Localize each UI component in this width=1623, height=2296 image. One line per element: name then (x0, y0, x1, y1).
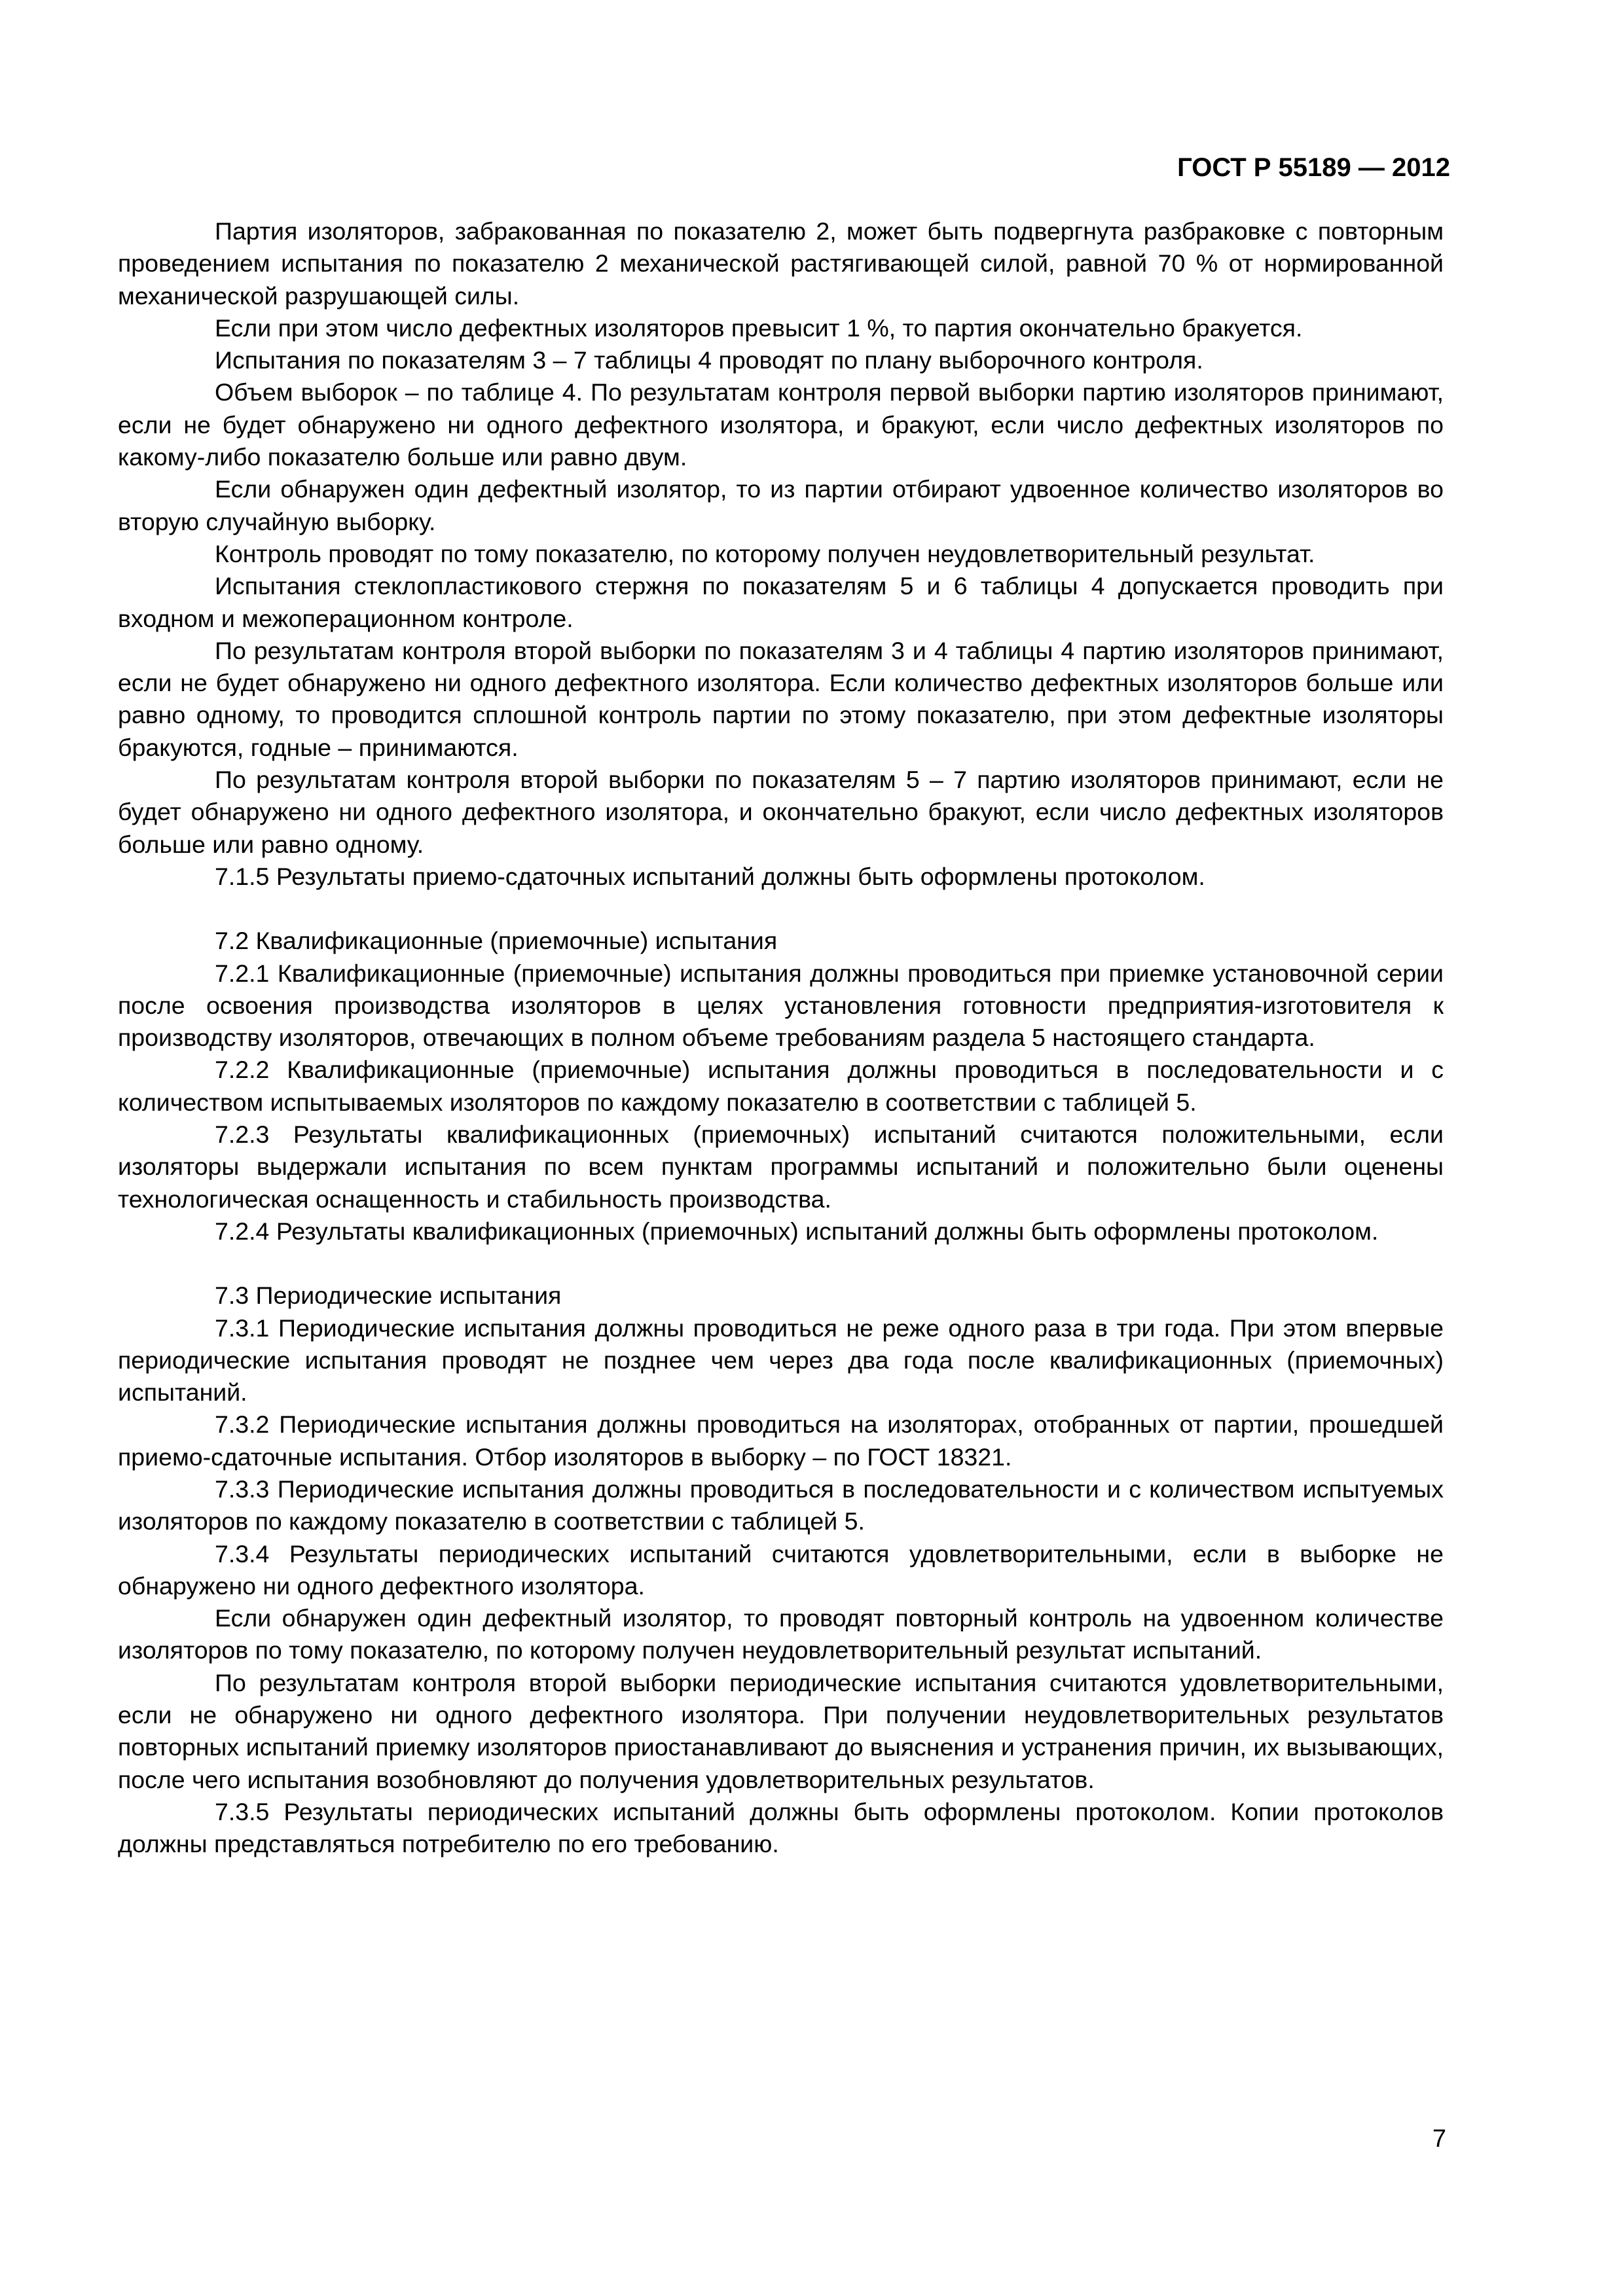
clause-7-3-1: 7.3.1 Периодические испытания должны проводиться не реже одного раза в три года. При этом впервые периодические испытания проводят не позднее чем через два года после квалификационных (приемочных) испытаний. (118, 1314, 1444, 1407)
paragraph: По результатам контроля второй выборки по показателям 3 и 4 таблицы 4 партию изоляторов принимают, если не будет обнаружено ни одного дефектного изолятора. Если количество дефектных изоляторов больше или равно одному, то проводится сплошной контроль партии по этому показателю, при этом дефектные изоляторы бракуются, годные – принимаются. (118, 636, 1444, 761)
clause-7-2-3: 7.2.3 Результаты квалификационных (приемочных) испытаний считаются положительными, если изоляторы выдержали испытания по всем пунктам программы испытаний и положительно были оценены технологическая оснащенность и стабильность производства. (118, 1121, 1444, 1213)
paragraph: Контроль проводят по тому показателю, по которому получен неудовлетворительный результат. (215, 539, 1315, 567)
paragraph: Если обнаружен один дефектный изолятор, то из партии отбирают удвоенное количество изоляторов во вторую случайную выборку. (118, 475, 1444, 535)
clause-7-3-3: 7.3.3 Периодические испытания должны проводиться в последовательности и с количеством испытуемых изоляторов по каждому показателю в соответствии с таблицей 5. (118, 1475, 1444, 1535)
paragraph: Объем выборок – по таблице 4. По результатам контроля первой выборки партию изоляторов принимают, если не будет обнаружено ни одного дефектного изолятора, и бракуют, если число дефектных изоляторов по какому-либо показателю больше или равно двум. (118, 378, 1444, 471)
clause-7-3-2: 7.3.2 Периодические испытания должны проводиться на изоляторах, отобранных от партии, прошедшей приемо-сдаточные испытания. Отбор изоляторов в выборку – по ГОСТ 18321. (118, 1410, 1444, 1471)
paragraph: Партия изоляторов, забракованная по показателю 2, может быть подвергнута разбраковке с повторным проведением испытания по показателю 2 механической растягивающей силой, равной 70 % от нормированной механической разрушающей силы. (118, 217, 1444, 310)
clause-7-2-2: 7.2.2 Квалификационные (приемочные) испытания должны проводиться в последовательности и с количеством испытываемых изоляторов по каждому показателю в соответствии с таблицей 5. (118, 1056, 1444, 1116)
body-text (118, 215, 1444, 1861)
clause-7-1-5: 7.1.5 Результаты приемо-сдаточных испытаний должны быть оформлены протоколом. (215, 862, 1205, 890)
clause-7-3-5: 7.3.5 Результаты периодических испытаний должны быть оформлены протоколом. Копии протоколов должны представляться потребителю по его требованию. (118, 1797, 1444, 1858)
document-code-header: ГОСТ Р 55189 — 2012 (1177, 153, 1450, 182)
page-number: 7 (1432, 2125, 1446, 2153)
section-heading-7-3: 7.3 Периодические испытания (215, 1282, 562, 1310)
clause-7-2-1: 7.2.1 Квалификационные (приемочные) испытания должны проводиться при приемке установочной серии после освоения производства изоляторов в целях установления готовности предприятия-изготовителя к производству изоляторов, отвечающих в полном объеме требованиям раздела 5 настоящего стандарта. (118, 959, 1444, 1052)
paragraph: Если обнаружен один дефектный изолятор, то проводят повторный контроль на удвоенном количестве изоляторов по тому показателю, по которому получен неудовлетворительный результат испытаний. (118, 1604, 1444, 1664)
paragraph: По результатам контроля второй выборки периодические испытания считаются удовлетворительными, если не обнаружено ни одного дефектного изолятора. При получении неудовлетворительных результатов повторных испытаний приемку изоляторов приостанавливают до выяснения и устранения причин, их вызывающих, после чего испытания возобновляют до получения удовлетворительных результатов. (118, 1668, 1444, 1793)
section-heading-7-2: 7.2 Квалификационные (приемочные) испытания (215, 927, 778, 955)
clause-7-2-4: 7.2.4 Результаты квалификационных (приемочных) испытаний должны быть оформлены протоколом. (215, 1217, 1379, 1245)
paragraph: Испытания по показателям 3 – 7 таблицы 4 проводят по плану выборочного контроля. (215, 346, 1203, 374)
paragraph: По результатам контроля второй выборки по показателям 5 – 7 партию изоляторов принимают, если не будет обнаружено ни одного дефектного изолятора, и окончательно бракуют, если число дефектных изоляторов больше или равно одному. (118, 766, 1444, 858)
paragraph: Испытания стеклопластикового стержня по показателям 5 и 6 таблицы 4 допускается проводить при входном и межоперационном контроле. (118, 572, 1444, 632)
clause-7-3-4: 7.3.4 Результаты периодических испытаний считаются удовлетворительными, если в выборке не обнаружено ни одного дефектного изолятора. (118, 1539, 1444, 1600)
paragraph: Если при этом число дефектных изоляторов превысит 1 %, то партия окончательно бракуется. (215, 314, 1303, 342)
